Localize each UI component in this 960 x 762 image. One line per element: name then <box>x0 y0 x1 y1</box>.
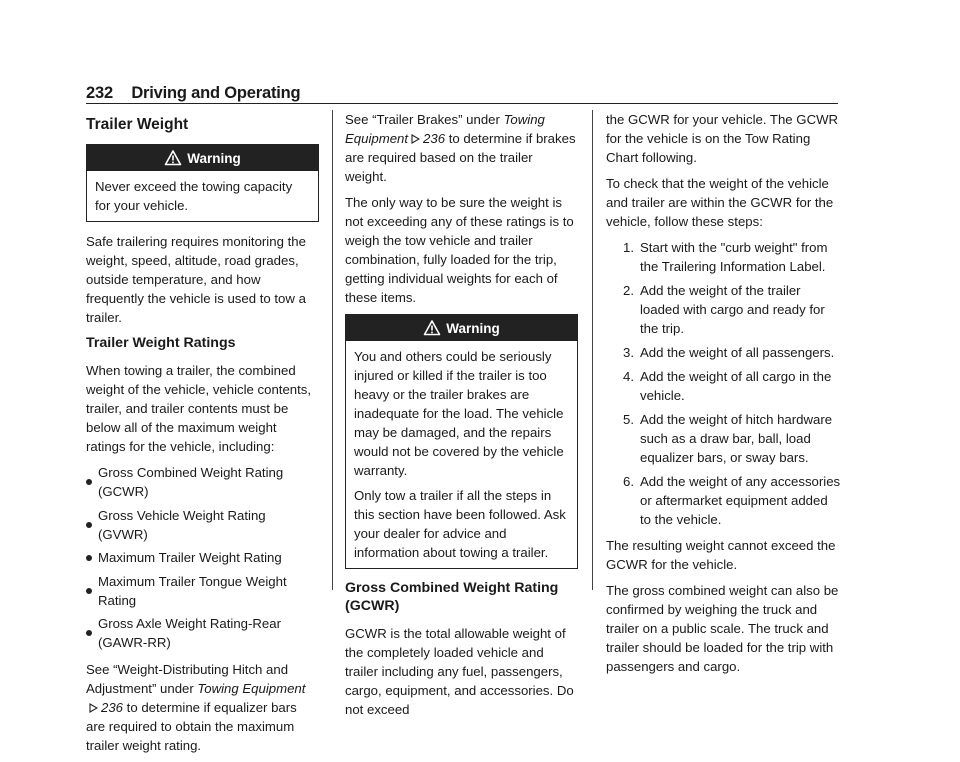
warning-text: You and others could be seriously injured or killed if the trailer is too heavy or the trailer brakes are inadequate for the load. The vehicle may be damaged, and the repairs would not be covered by the vehicle warranty. <box>354 349 564 478</box>
page-header <box>86 84 300 103</box>
bullet-icon <box>86 555 92 561</box>
warning-box-2 <box>345 314 578 569</box>
gcwr-heading: Gross Combined Weight Rating (GCWR) <box>345 580 559 614</box>
column-2 <box>345 110 578 726</box>
list-item <box>86 572 319 610</box>
page-reference[interactable]: 236 <box>423 131 446 146</box>
paragraph: See “Weight-Distributing Hitch and Adjustment” under Towing Equipment236 to determine if equalizer bars are required to obtain the maximum trailer weight rating. <box>86 662 306 753</box>
warning-text: Only tow a trailer if all the steps in this section have been followed. Ask your dealer for advice and information about towing a trailer. <box>354 488 566 560</box>
ratings-list <box>86 463 319 652</box>
list-item <box>86 548 319 567</box>
column-3 <box>606 110 841 683</box>
warning-box-1 <box>86 144 319 222</box>
list-item-text: Maximum Trailer Weight Rating <box>98 550 282 565</box>
paragraph: When towing a trailer, the combined weight of the vehicle, vehicle contents, trailer, and trailer contents must be below all of the maximum weight ratings for the vehicle, including: <box>86 363 312 454</box>
towing-equipment-link[interactable]: Towing Equipment <box>197 681 306 696</box>
list-item-text: Maximum Trailer Tongue Weight Rating <box>98 573 287 608</box>
column-1 <box>86 110 319 762</box>
list-item <box>86 463 319 501</box>
bullet-icon <box>86 522 92 528</box>
page-reference-arrow-icon <box>411 130 420 140</box>
paragraph: Safe trailering requires monitoring the weight, speed, altitude, road grades, outside temperature, and how frequently the vehicle is used to tow a trailer. <box>86 234 306 325</box>
list-item-text: Gross Vehicle Weight Rating (GVWR) <box>98 507 266 542</box>
paragraph: See “Trailer Brakes” under Towing Equipment 236 to determine if brakes are required based on the trailer weight. <box>345 112 576 184</box>
list-item <box>86 614 319 652</box>
steps-list <box>606 238 841 529</box>
bullet-icon <box>86 588 92 594</box>
warning-header <box>346 315 577 341</box>
warning-label: Warning <box>187 150 241 166</box>
trailer-weight-ratings-heading: Trailer Weight Ratings <box>86 335 236 351</box>
warning-header <box>87 145 318 171</box>
paragraph: To check that the weight of the vehicle and trailer are within the GCWR for the vehicle, follow these steps: <box>606 176 834 229</box>
list-item: 2. Add the weight of the trailer loaded with cargo and ready for the trip. <box>623 283 825 336</box>
paragraph: The resulting weight cannot exceed the GCWR for the vehicle. <box>606 538 836 572</box>
column-divider <box>592 110 593 590</box>
warning-triangle-icon <box>423 319 441 337</box>
bullet-icon <box>86 630 92 636</box>
paragraph: the GCWR for your vehicle. The GCWR for the vehicle is on the Tow Rating Chart following. <box>606 112 839 165</box>
list-item: 4. Add the weight of all cargo in the vehicle. <box>623 369 832 403</box>
towing-equipment-link[interactable]: Towing Equipment <box>345 112 545 146</box>
list-item: 5. Add the weight of hitch hardware such as a draw bar, ball, load equalizer bars, or sway bars. <box>623 412 833 465</box>
paragraph: The only way to be sure the weight is not exceeding any of these ratings is to weigh the tow vehicle and trailer combination, fully loaded for the trip, getting individual weights for each of these items. <box>345 195 574 305</box>
page-reference[interactable]: 236 <box>101 700 124 715</box>
paragraph: The gross combined weight can also be confirmed by weighing the truck and trailer on a public scale. The truck and trailer should be loaded for the trip with passengers and cargo. <box>606 583 839 674</box>
list-item <box>86 506 319 544</box>
page-number: 232 <box>86 84 113 102</box>
list-item-text: Gross Axle Weight Rating-Rear (GAWR-RR) <box>98 616 281 650</box>
page-reference-arrow-icon <box>89 699 98 709</box>
warning-text: Never exceed the towing capacity for your vehicle. <box>95 179 293 213</box>
column-divider <box>332 110 333 590</box>
warning-label: Warning <box>446 320 500 336</box>
paragraph: GCWR is the total allowable weight of the completely loaded vehicle and trailer including any fuel, passengers, cargo, equipment, and accessories. Do not exceed <box>345 626 574 717</box>
header-rule <box>86 103 838 104</box>
section-title: Driving and Operating <box>131 84 301 102</box>
bullet-icon <box>86 479 92 485</box>
trailer-weight-heading: Trailer Weight <box>86 116 189 133</box>
list-item: 3. Add the weight of all passengers. <box>623 345 835 360</box>
warning-triangle-icon <box>164 149 182 167</box>
list-item-text: Gross Combined Weight Rating (GCWR) <box>98 465 284 499</box>
list-item: 1. Start with the "curb weight" from the Trailering Information Label. <box>623 240 828 274</box>
list-item: 6. Add the weight of any accessories or aftermarket equipment added to the vehicle. <box>623 474 841 527</box>
